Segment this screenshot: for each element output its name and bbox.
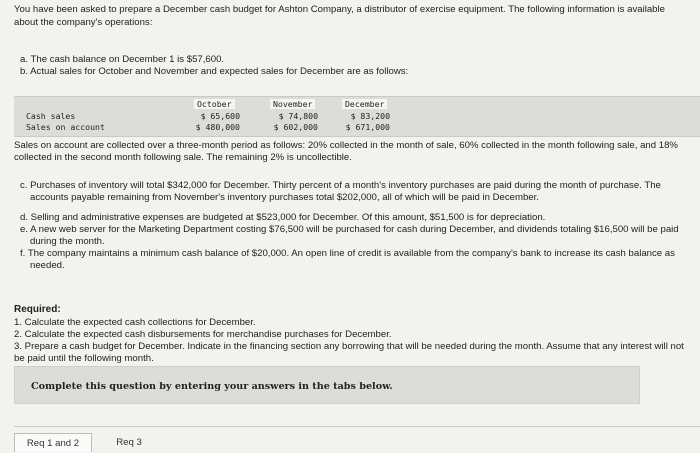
cell-account-december: $ 671,000: [345, 122, 390, 132]
instruction-text: Complete this question by entering your answers in the tabs below.: [31, 381, 393, 392]
answer-tabs: [14, 426, 700, 452]
fact-a-cash-balance: a. The cash balance on December 1 is $57,600.: [20, 54, 225, 65]
column-header-december: December: [342, 99, 387, 109]
fact-b-sales-intro: b. Actual sales for October and November and expected sales for December are as follows:: [20, 66, 409, 77]
collections-paragraph: Sales on account are collected over a three-month period as follows: 20% collected in the month of sale, 60% collected in the month following sale, and 18% collected in the second month following sale. The remaining 2% is uncollectible.: [14, 140, 678, 164]
sales-table: [14, 96, 700, 137]
item-f-minimum-cash: f. The company maintains a minimum cash balance of $20,000. An open line of credit is available from the company's bank to increase its cash balance as needed.: [20, 248, 675, 272]
row-label-cash-sales: Cash sales: [26, 111, 76, 121]
tab-req-1-and-2[interactable]: Req 1 and 2: [14, 433, 92, 452]
item-c-purchases: c. Purchases of inventory will total $342,000 for December. Thirty percent of a month's inventory purchases are paid during the month of purchase. The accounts payable remaining from November's inventory purchases total $202,000, all of which will be paid in December.: [20, 180, 661, 204]
cell-account-november: $ 602,000: [273, 122, 318, 132]
cell-cash-sales-october: $ 65,600: [200, 111, 240, 121]
item-e-web-server: e. A new web server for the Marketing Department costing $76,500 will be purchased for cash during December, and dividends totaling $16,500 will be paid during the month.: [20, 224, 679, 248]
cell-cash-sales-november: $ 74,800: [278, 111, 318, 121]
problem-intro: You have been asked to prepare a December cash budget for Ashton Company, a distributor of exercise equipment. The following information is available about the company's operations:: [14, 4, 665, 28]
column-header-october: October: [194, 99, 235, 109]
requirement-3: 3. Prepare a cash budget for December. Indicate in the financing section any borrowing that will be needed during the month. Assume that any interest will not be paid until the following month.: [14, 341, 684, 365]
instruction-banner: [14, 366, 640, 404]
required-heading: Required:: [14, 304, 61, 315]
requirement-1: 1. Calculate the expected cash collections for December.: [14, 317, 256, 328]
cell-cash-sales-december: $ 83,200: [350, 111, 390, 121]
cell-account-october: $ 480,000: [195, 122, 240, 132]
row-label-sales-on-account: Sales on account: [26, 122, 105, 132]
requirement-2: 2. Calculate the expected cash disbursements for merchandise purchases for December.: [14, 329, 392, 340]
tab-req-3[interactable]: Req 3: [116, 437, 142, 448]
item-d-expenses: d. Selling and administrative expenses are budgeted at $523,000 for December. Of this amount, $51,500 is for depreciation.: [20, 212, 546, 223]
column-header-november: November: [270, 99, 315, 109]
